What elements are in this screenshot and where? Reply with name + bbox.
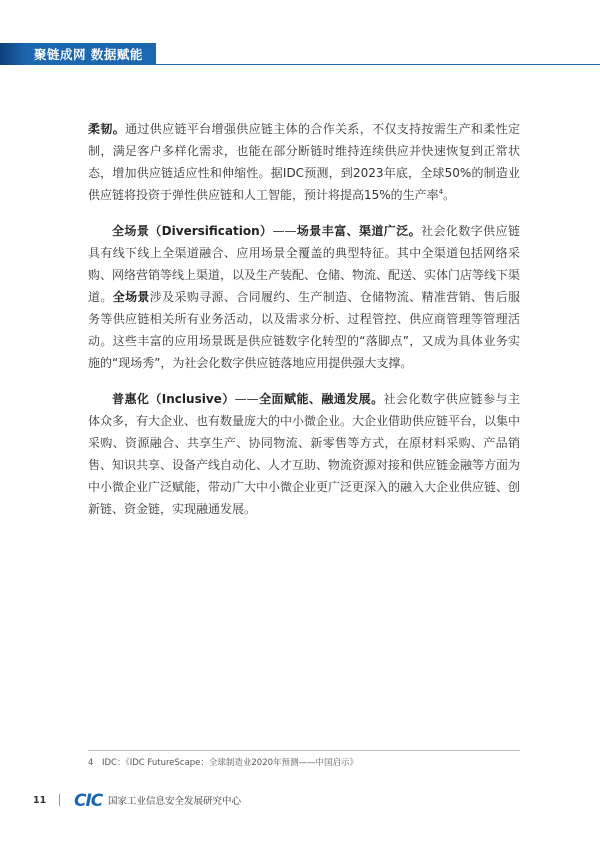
paragraph-text: 通过供应链平台增强供应链主体的合作关系，不仅支持按需生产和柔性定制，满足客户多样化需求，也能在部分断链时维持连续供应并快速恢复到正常状态，增加供应链适应性和伸缩性。据IDC预测，到2023年底，全球50%的制造业供应链将投资于弹性供应链和人工智能，预计将提高15%的生产率: [88, 122, 520, 202]
dash: ——: [234, 392, 259, 406]
paragraph-resilience: [88, 118, 520, 206]
term-resilience: 柔韧。: [88, 122, 126, 136]
paragraph-end: 。: [443, 188, 456, 202]
page-number: 11: [33, 794, 47, 806]
paragraph-text: 社会化数字供应链具有线下线上全渠道融合、应用场景全覆盖的典型特征。其中全渠道包括网络采购、网络营销等线上渠道，以及生产装配、仓储、物流、配送、实体门店等线下渠道。: [88, 224, 521, 304]
footnote-number: 4: [88, 758, 94, 768]
page-footer: [0, 790, 600, 810]
term-full-scene: 全场景: [112, 290, 150, 304]
lead-diversification: 场景丰富、渠道广泛。: [296, 224, 422, 238]
term-diversification-en: （Diversification）: [149, 224, 273, 238]
cic-logo: CIC: [74, 791, 103, 811]
header-title: 聚链成网 数据赋能: [34, 47, 143, 62]
footnote-ref[interactable]: 4: [438, 188, 444, 196]
paragraph-inclusive: [88, 388, 520, 520]
term-inclusive: 普惠化: [112, 392, 150, 406]
organization-name: 国家工业信息安全发展研究中心: [108, 796, 242, 807]
footnote: [88, 756, 520, 768]
main-content: [88, 118, 520, 534]
term-diversification: 全场景: [112, 224, 150, 238]
footer-separator: [59, 794, 60, 806]
lead-inclusive: 全面赋能、融通发展。: [258, 392, 384, 406]
paragraph-text: 社会化数字供应链参与主体众多，有大企业、也有数量庞大的中小微企业。大企业借助供应链平台，以集中采购、资源融合、共享生产、协同物流、新零售等方式，在原材料采购、产品销售、知识共享、设备产线自动化、人才互助、物流资源对接和供应链金融等方面为中小微企业广泛赋能，带动广大中小微企业更广泛更深入的融入大企业供应链、创新链、资金链，实现融通发展。: [88, 392, 521, 516]
header-band: [0, 43, 156, 65]
term-inclusive-en: （Inclusive）: [149, 392, 235, 406]
paragraph-diversification: [88, 220, 520, 374]
footnote-rule: [88, 750, 520, 751]
dash: ——: [272, 224, 297, 238]
footnote-text: IDC：《IDC FutureScape：全球制造业2020年预测——中国启示》: [102, 758, 359, 768]
header-rule: [156, 64, 600, 65]
header-accent: [0, 43, 26, 65]
paragraph-text: 涉及采购寻源、合同履约、生产制造、仓储物流、精准营销、售后服务等供应链相关所有业务活动，以及需求分析、过程管控、供应商管理等管理活动。这些丰富的应用场景既是供应链数字化转型的“落脚点”，又成为具体业务实施的“现场秀”，为社会化数字供应链落地应用提供强大支撑。: [88, 290, 520, 370]
